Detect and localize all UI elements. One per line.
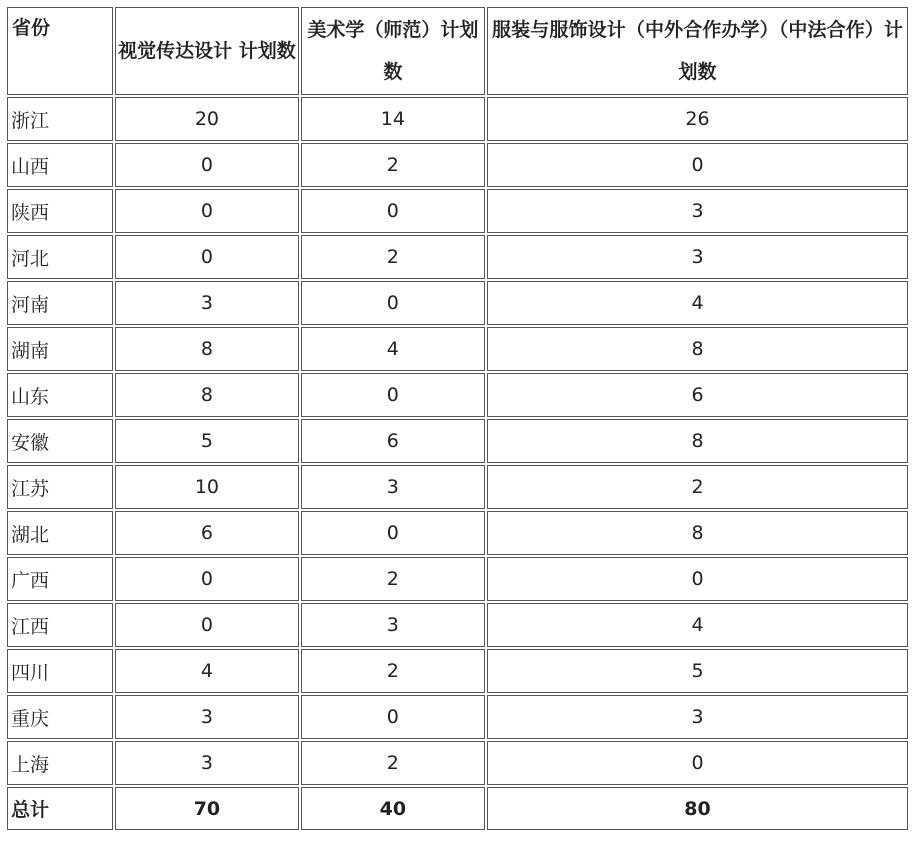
cell-fine-arts: 2 [301,741,485,785]
cell-fashion-design: 6 [487,373,908,417]
cell-fine-arts: 14 [301,97,485,141]
cell-province: 山西 [7,143,113,187]
table-row [7,511,908,555]
table-header [7,7,908,95]
admission-plan-table-container [5,5,910,832]
cell-visual-design: 3 [115,695,298,739]
cell-visual-design: 0 [115,603,298,647]
table-row [7,695,908,739]
cell-province: 浙江 [7,97,113,141]
table-row [7,603,908,647]
cell-fine-arts: 0 [301,511,485,555]
cell-fine-arts: 2 [301,143,485,187]
table-row [7,97,908,141]
cell-province: 山东 [7,373,113,417]
total-fine-arts: 40 [301,787,485,830]
table-row [7,419,908,463]
cell-fine-arts: 6 [301,419,485,463]
cell-visual-design: 8 [115,373,298,417]
cell-fine-arts: 3 [301,603,485,647]
header-fashion-design-plan: 服装与服饰设计（中外合作办学）（中法合作）计划数 [487,7,908,95]
cell-province: 江苏 [7,465,113,509]
table-row [7,465,908,509]
cell-fine-arts: 3 [301,465,485,509]
cell-visual-design: 0 [115,557,298,601]
table-row [7,281,908,325]
cell-fine-arts: 2 [301,235,485,279]
cell-province: 上海 [7,741,113,785]
cell-visual-design: 0 [115,189,298,233]
total-row [7,787,908,830]
cell-province: 陕西 [7,189,113,233]
cell-fashion-design: 0 [487,557,908,601]
table-row [7,373,908,417]
header-visual-design-plan: 视觉传达设计 计划数 [115,7,298,95]
table-row [7,327,908,371]
cell-visual-design: 3 [115,281,298,325]
cell-fashion-design: 8 [487,327,908,371]
cell-visual-design: 0 [115,235,298,279]
admission-plan-table [5,5,910,832]
cell-fine-arts: 2 [301,557,485,601]
cell-fashion-design: 3 [487,695,908,739]
total-visual-design: 70 [115,787,298,830]
cell-province: 河南 [7,281,113,325]
cell-province: 重庆 [7,695,113,739]
table-footer [7,787,908,830]
cell-fashion-design: 8 [487,511,908,555]
table-row [7,741,908,785]
cell-province: 湖北 [7,511,113,555]
cell-fashion-design: 0 [487,741,908,785]
cell-visual-design: 20 [115,97,298,141]
cell-province: 湖南 [7,327,113,371]
total-label: 总计 [7,787,113,830]
cell-fashion-design: 4 [487,281,908,325]
cell-fashion-design: 4 [487,603,908,647]
cell-fine-arts: 0 [301,189,485,233]
table-row [7,557,908,601]
cell-visual-design: 4 [115,649,298,693]
cell-fashion-design: 8 [487,419,908,463]
cell-fine-arts: 4 [301,327,485,371]
cell-visual-design: 3 [115,741,298,785]
cell-fine-arts: 0 [301,281,485,325]
cell-fine-arts: 0 [301,695,485,739]
header-province: 省份 [7,7,113,95]
cell-fashion-design: 0 [487,143,908,187]
table-row [7,235,908,279]
cell-fashion-design: 3 [487,189,908,233]
cell-province: 广西 [7,557,113,601]
cell-fine-arts: 2 [301,649,485,693]
cell-province: 江西 [7,603,113,647]
table-body [7,97,908,785]
cell-visual-design: 8 [115,327,298,371]
total-fashion-design: 80 [487,787,908,830]
cell-province: 四川 [7,649,113,693]
cell-fashion-design: 2 [487,465,908,509]
cell-visual-design: 10 [115,465,298,509]
header-row [7,7,908,95]
cell-visual-design: 6 [115,511,298,555]
table-row [7,143,908,187]
cell-province: 安徽 [7,419,113,463]
cell-fashion-design: 26 [487,97,908,141]
table-row [7,189,908,233]
table-row [7,649,908,693]
cell-fashion-design: 5 [487,649,908,693]
cell-visual-design: 0 [115,143,298,187]
cell-province: 河北 [7,235,113,279]
cell-fashion-design: 3 [487,235,908,279]
cell-fine-arts: 0 [301,373,485,417]
cell-visual-design: 5 [115,419,298,463]
header-fine-arts-plan: 美术学（师范）计划数 [301,7,485,95]
